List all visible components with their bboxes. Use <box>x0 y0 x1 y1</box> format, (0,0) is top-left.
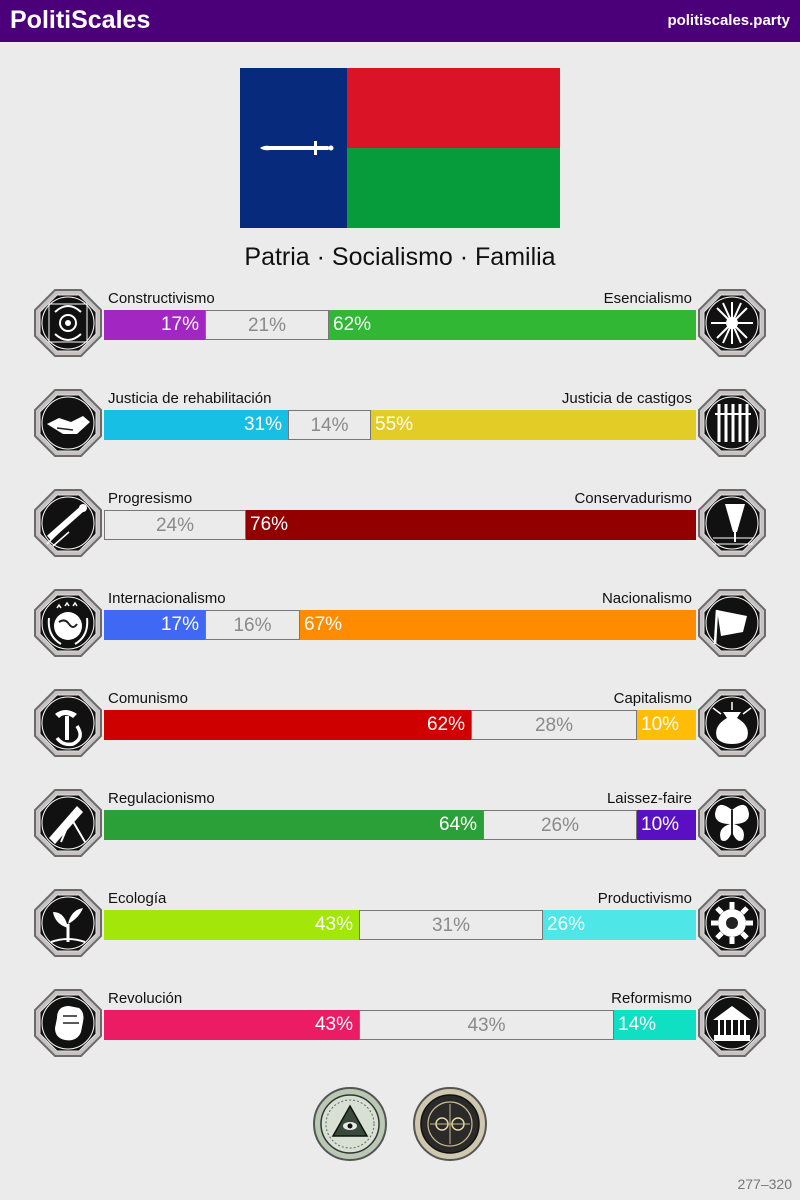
right-axis-label: Conservadurismo <box>574 490 692 507</box>
globe-icon <box>33 588 103 658</box>
axis-bar[interactable] <box>104 610 696 640</box>
flag-motto: Patria · Socialismo · Familia <box>244 243 556 271</box>
left-segment: 43% <box>104 1010 359 1040</box>
quill-icon <box>697 488 767 558</box>
axis-row <box>0 982 800 1072</box>
axis-row <box>0 582 800 672</box>
left-segment: 17% <box>104 610 205 640</box>
right-segment: 76% <box>246 510 696 540</box>
axis-bar[interactable] <box>104 1010 696 1040</box>
gear-icon <box>697 888 767 958</box>
axis-row <box>0 282 800 372</box>
prison-bars-icon <box>697 388 767 458</box>
right-segment: 26% <box>543 910 696 940</box>
ideology-flag <box>240 68 560 228</box>
essentialism-icon <box>697 288 767 358</box>
left-axis-label: Progresismo <box>108 490 193 507</box>
axis-bar[interactable] <box>104 810 696 840</box>
ruler-compass-icon <box>33 788 103 858</box>
left-axis-label: Justicia de rehabilitación <box>108 390 272 407</box>
handshake-icon <box>33 388 103 458</box>
site-link[interactable]: politiscales.party <box>667 12 790 29</box>
ornate-seal-badge-icon <box>412 1086 488 1162</box>
right-segment: 55% <box>371 410 696 440</box>
left-axis-label: Ecología <box>108 890 167 907</box>
neutral-segment: 21% <box>205 310 329 340</box>
sprout-icon <box>33 888 103 958</box>
right-segment: 62% <box>329 310 696 340</box>
right-axis-label: Capitalismo <box>613 690 692 707</box>
neutral-segment: 43% <box>359 1010 614 1040</box>
right-axis-label: Reformismo <box>611 990 692 1007</box>
axis-bar[interactable] <box>104 310 696 340</box>
axis-row <box>0 882 800 972</box>
left-axis-label: Internacionalismo <box>108 590 226 607</box>
butterfly-icon <box>697 788 767 858</box>
axis-bar[interactable] <box>104 510 696 540</box>
hammer-sickle-icon <box>33 688 103 758</box>
right-segment: 10% <box>637 810 696 840</box>
right-axis-label: Esencialismo <box>603 290 692 307</box>
right-axis-label: Justicia de castigos <box>561 390 692 407</box>
right-axis-label: Laissez-faire <box>606 790 692 807</box>
flag-icon <box>697 588 767 658</box>
axis-row <box>0 782 800 872</box>
neutral-segment: 14% <box>288 410 371 440</box>
left-segment: 62% <box>104 710 471 740</box>
right-segment: 67% <box>300 610 696 640</box>
left-segment: 64% <box>104 810 483 840</box>
top-bar <box>0 0 800 42</box>
left-axis-label: Regulacionismo <box>108 790 215 807</box>
left-segment: 17% <box>104 310 205 340</box>
right-axis-label: Productivismo <box>597 890 692 907</box>
brand-title[interactable]: PolitiScales <box>10 6 151 34</box>
fist-icon <box>33 988 103 1058</box>
all-seeing-eye-badge-icon <box>312 1086 388 1162</box>
right-segment: 10% <box>637 710 696 740</box>
axis-bar[interactable] <box>104 710 696 740</box>
comet-icon <box>33 488 103 558</box>
neutral-segment: 26% <box>483 810 637 840</box>
right-segment: 14% <box>614 1010 696 1040</box>
left-axis-label: Revolución <box>108 990 183 1007</box>
neutral-segment: 28% <box>471 710 637 740</box>
axis-row <box>0 682 800 772</box>
left-axis-label: Constructivismo <box>108 290 215 307</box>
neutral-segment: 16% <box>205 610 300 640</box>
money-bag-icon <box>697 688 767 758</box>
axis-row <box>0 382 800 472</box>
neutral-segment: 24% <box>104 510 246 540</box>
left-segment: 31% <box>104 410 288 440</box>
axis-bar[interactable] <box>104 910 696 940</box>
left-axis-label: Comunismo <box>108 690 189 707</box>
constructivism-icon <box>33 288 103 358</box>
parliament-icon <box>697 988 767 1058</box>
axis-row <box>0 482 800 572</box>
right-axis-label: Nacionalismo <box>601 590 692 607</box>
left-segment: 43% <box>104 910 359 940</box>
axis-bar[interactable] <box>104 410 696 440</box>
neutral-segment: 31% <box>359 910 543 940</box>
page-counter: 277–320 <box>737 1176 792 1192</box>
